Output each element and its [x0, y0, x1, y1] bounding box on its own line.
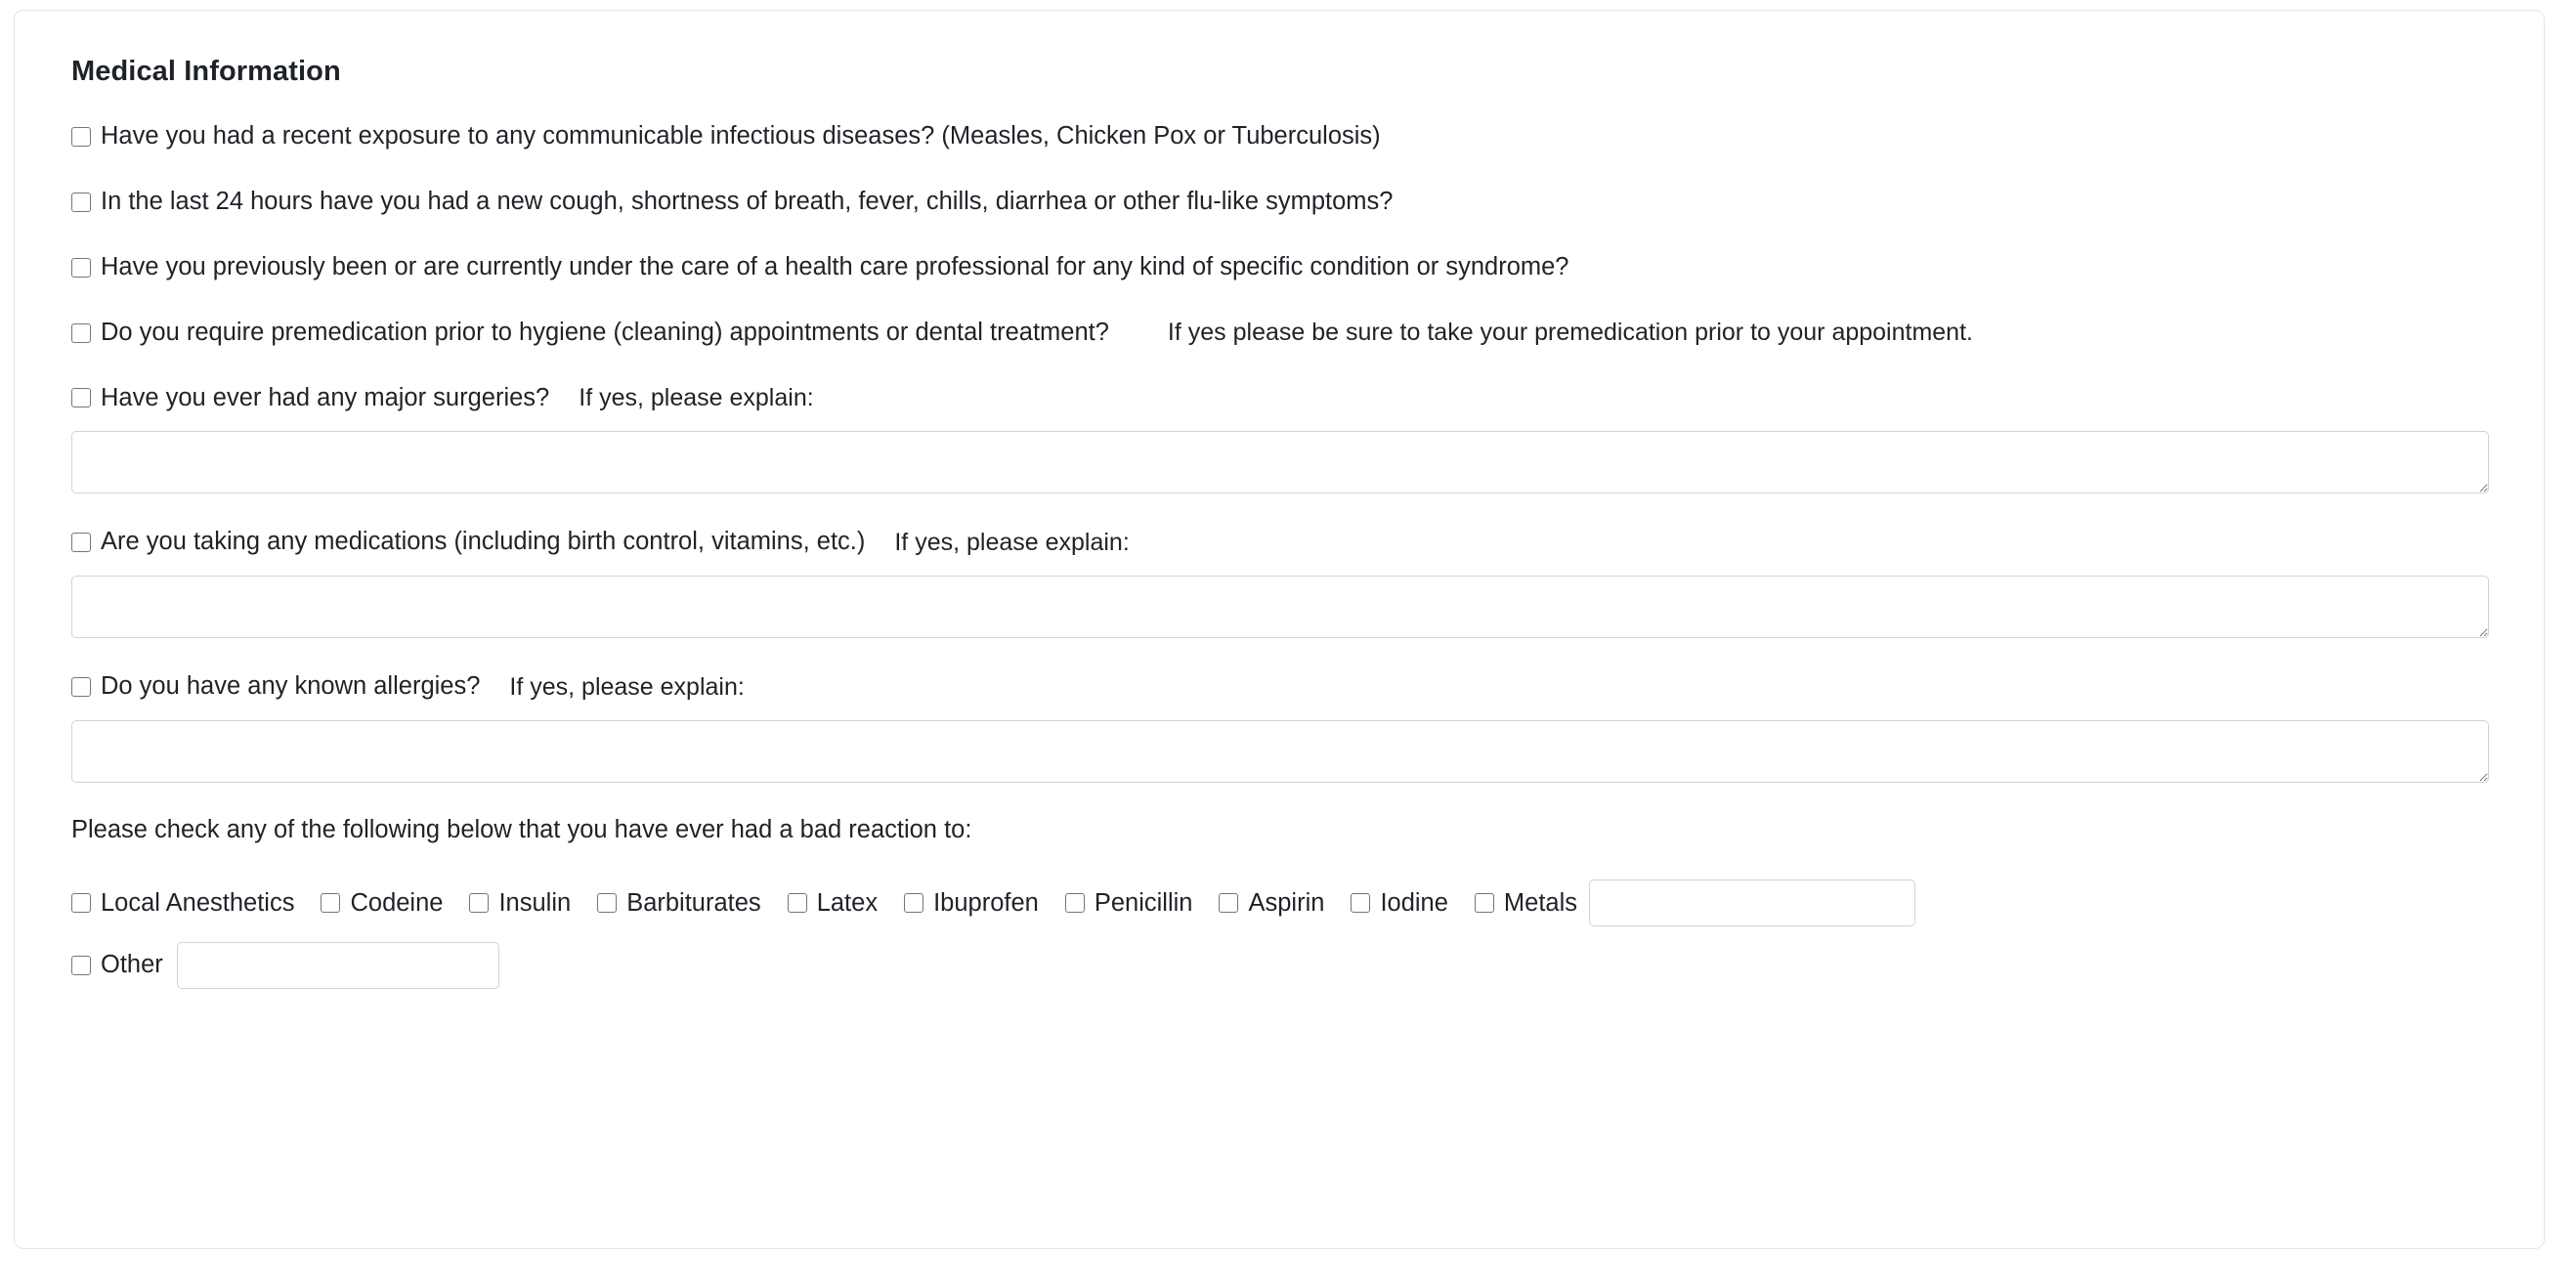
checkbox-metals[interactable] — [1475, 893, 1494, 913]
checkbox-known-allergies[interactable] — [71, 677, 91, 697]
allergies-hint: If yes, please explain: — [509, 672, 745, 701]
allergy-label: Codeine — [350, 888, 444, 917]
allergy-label: Insulin — [498, 888, 572, 917]
allergy-label: Ibuprofen — [933, 888, 1039, 917]
allergy-item-aspirin — [1219, 889, 1324, 918]
allergies-textarea[interactable] — [71, 720, 2489, 783]
question-label: Do you have any known allergies? — [101, 672, 481, 701]
checkbox-medications[interactable] — [71, 533, 91, 552]
question-row-infectious-disease — [71, 121, 2487, 152]
question-label: In the last 24 hours have you had a new cough, shortness of breath, fever, chills, diarrhea or other flu-like symptoms? — [101, 187, 1394, 215]
allergy-label: Penicillin — [1094, 888, 1193, 917]
page-title: Medical Information — [71, 56, 341, 87]
checkbox-flu-symptoms[interactable] — [71, 193, 91, 212]
other-detail-input[interactable] — [177, 942, 499, 989]
question-label: Have you had a recent exposure to any communicable infectious diseases? (Measles, Chicken Pox or Tuberculosis) — [101, 122, 1381, 150]
checkbox-major-surgeries[interactable] — [71, 388, 91, 407]
allergy-other-row — [71, 942, 2487, 989]
checkbox-infectious-disease[interactable] — [71, 127, 91, 147]
allergy-label: Local Anesthetics — [101, 888, 295, 917]
allergy-label: Latex — [816, 888, 879, 917]
question-label: Have you ever had any major surgeries? — [101, 383, 550, 411]
other-label: Other — [101, 951, 163, 979]
checkbox-latex[interactable] — [788, 893, 807, 913]
question-label: Do you require premedication prior to hygiene (cleaning) appointments or dental treatment? — [101, 318, 1109, 346]
checkbox-barbiturates[interactable] — [597, 893, 617, 913]
medical-information-card — [14, 10, 2545, 1249]
checkbox-penicillin[interactable] — [1065, 893, 1085, 913]
checkbox-iodine[interactable] — [1351, 893, 1370, 913]
premedication-hint: If yes please be sure to take your premedication prior to your appointment. — [1167, 319, 1973, 347]
metals-detail-input[interactable] — [1589, 879, 1915, 926]
allergy-label: Barbiturates — [626, 888, 761, 917]
question-row-major-surgeries — [71, 383, 2487, 414]
allergy-label: Aspirin — [1248, 888, 1325, 917]
question-row-under-care — [71, 252, 2487, 283]
checkbox-under-care[interactable] — [71, 258, 91, 278]
allergy-item-latex — [788, 889, 878, 918]
allergy-item-iodine — [1351, 889, 1447, 918]
allergy-item-insulin — [469, 889, 571, 918]
allergy-item-metals — [1475, 879, 1915, 926]
checkbox-aspirin[interactable] — [1219, 893, 1238, 913]
allergy-prompt: Please check any of the following below that you have ever had a bad reaction to: — [71, 816, 972, 844]
question-row-flu-symptoms — [71, 187, 2487, 218]
checkbox-premedication[interactable] — [71, 323, 91, 343]
allergy-checkbox-group — [71, 879, 2487, 926]
allergy-item-local-anesthetics — [71, 889, 294, 918]
checkbox-local-anesthetics[interactable] — [71, 893, 91, 913]
question-row-allergies — [71, 671, 2487, 703]
allergy-item-codeine — [321, 889, 443, 918]
question-label: Have you previously been or are currently under the care of a health care professional for any kind of specific condition or syndrome? — [101, 252, 1569, 280]
checkbox-other[interactable] — [71, 956, 91, 975]
medications-hint: If yes, please explain: — [894, 528, 1130, 556]
question-label: Are you taking any medications (including birth control, vitamins, etc.) — [101, 528, 866, 556]
allergy-item-barbiturates — [597, 889, 761, 918]
checkbox-ibuprofen[interactable] — [904, 893, 923, 913]
major-surgeries-hint: If yes, please explain: — [579, 383, 814, 411]
question-row-medications — [71, 527, 2487, 558]
allergy-item-ibuprofen — [904, 889, 1039, 918]
allergy-label: Metals — [1503, 888, 1578, 917]
allergy-item-penicillin — [1065, 889, 1193, 918]
checkbox-insulin[interactable] — [469, 893, 489, 913]
checkbox-codeine[interactable] — [321, 893, 340, 913]
allergy-label: Iodine — [1380, 888, 1448, 917]
medications-textarea[interactable] — [71, 576, 2489, 638]
major-surgeries-textarea[interactable] — [71, 431, 2489, 493]
question-row-premedication — [71, 318, 2487, 349]
